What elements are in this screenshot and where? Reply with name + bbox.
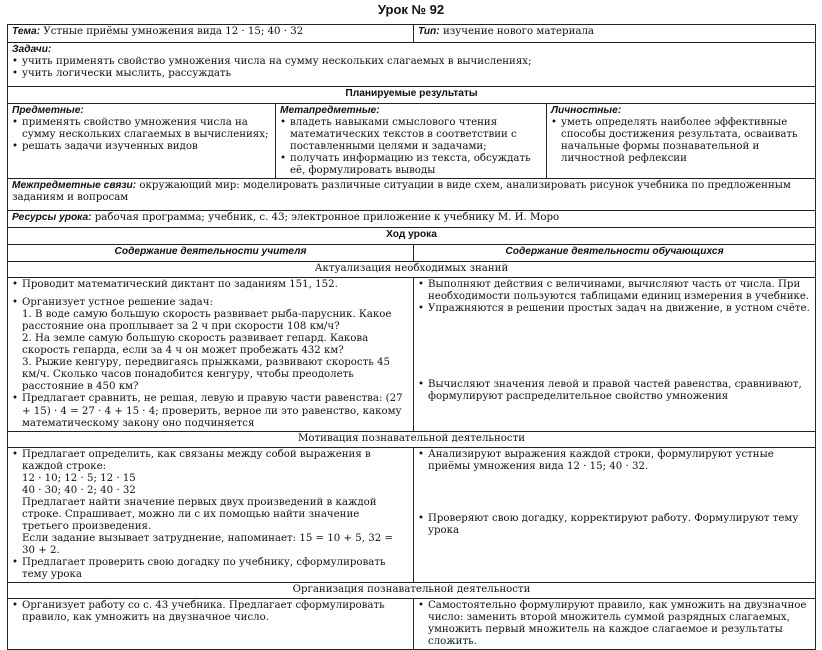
subject-result-item: • применять свойство умножения числа на сумму нескольких слагаемых в вычислениях; — [12, 117, 271, 141]
personal-results-cell — [547, 104, 816, 179]
teacher-activity-cell — [8, 278, 414, 431]
lesson-title: Урок № 92 — [377, 2, 445, 17]
teacher-column-header: Содержание деятельности учителя — [8, 245, 414, 262]
type-value: изучение нового материала — [442, 26, 594, 37]
student-activity-item: • Выполняют действия с величинами, вычисляют часть от числа. При необходимости пользуются таблицами единиц измерения в учебнике. — [418, 279, 811, 303]
theme-value: Устные приёмы умножения вида 12 · 15; 40 · 32 — [43, 26, 304, 37]
stage-header: Организация познавательной деятельности — [8, 582, 816, 598]
interdisciplinary-cell — [8, 179, 816, 211]
resources-label: Ресурсы урока: — [12, 212, 92, 224]
subject-result-item: • решать задачи изученных видов — [12, 141, 271, 153]
student-activity-item: • Проверяют свою догадку, корректируют работу. Формулируют тему урока — [418, 513, 811, 537]
teacher-activity-item: • Предлагает сравнить, не решая, левую и правую части равенства: (27 + 15) · 4 = 27 · 4 + 15 · 4; проверить, верное ли это равенство, какому математическому закону оно подчиняется — [12, 393, 409, 429]
personal-result-item: • уметь определять наиболее эффективные способы достижения результата, осваивать начальные формы познавательной и личностной рефлексии — [551, 117, 811, 165]
interdisciplinary-value: окружающий мир: моделировать различные ситуации в виде схем, анализировать рисунок учебника по предложенным заданиям и вопросам — [12, 180, 791, 204]
teacher-activity-line: 12 · 10; 12 · 5; 12 · 15 — [22, 472, 136, 484]
type-cell — [414, 25, 816, 43]
student-activity-item: • Вычисляют значения левой и правой частей равенства, сравнивают, формулируют распределительное свойство умножения — [418, 379, 811, 403]
teacher-activity-cell — [8, 598, 414, 649]
teacher-activity-item: • Предлагает определить, как связаны между собой выражения в каждой строке: — [12, 449, 409, 473]
teacher-activity-line: 1. В воде самую большую скорость развивает рыба-парусник. Какое расстояние она проплывает за 2 ч при скорости 108 км/ч? — [22, 309, 392, 333]
personal-results-label: Личностные: — [551, 105, 622, 116]
meta-result-item: • владеть навыками смыслового чтения математических текстов в соответствии с поставленными целями и задачами; — [280, 117, 542, 153]
tasks-label: Задачи: — [12, 44, 52, 55]
subject-results-label: Предметные: — [12, 105, 84, 116]
theme-cell — [8, 25, 414, 43]
teacher-activity-line: Предлагает найти значение первых двух произведений в каждой строке. Спрашивает, можно ли с их помощью найти значение третьего произведения. — [22, 496, 377, 532]
tasks-cell — [8, 43, 816, 87]
teacher-activity-line: 40 · 30; 40 · 2; 40 · 32 — [22, 484, 136, 496]
planned-results-header: Планируемые результаты — [8, 87, 816, 104]
student-activity-item: • Упражняются в решении простых задач на движение, в устном счёте. — [418, 303, 811, 315]
stage-header: Мотивация познавательной деятельности — [8, 431, 816, 447]
meta-results-cell — [276, 104, 547, 179]
student-activity-cell — [414, 598, 816, 649]
resources-value: рабочая программа; учебник, с. 43; электронное приложение к учебнику М. И. Моро — [94, 212, 560, 224]
stage-header: Актуализация необходимых знаний — [8, 262, 816, 278]
interdisciplinary-label: Межпредметные связи: — [12, 180, 137, 192]
teacher-activity-item: • Организует устное решение задач: — [12, 297, 409, 309]
teacher-activity-item: • Предлагает проверить свою догадку по учебнику, сформулировать тему урока — [12, 557, 409, 581]
resources-cell — [8, 211, 816, 228]
meta-result-item: • получать информацию из текста, обсуждать её, формулировать выводы — [280, 153, 542, 177]
teacher-activity-line: 3. Рыжие кенгуру, передвигаясь прыжками, развивают скорость 45 км/ч. Сколько часов понадобится кенгуру, чтобы преодолеть расстояние в 450 км? — [22, 357, 390, 393]
theme-label: Тема: — [12, 26, 41, 37]
student-activity-cell — [414, 278, 816, 431]
teacher-activity-line: 2. На земле самую большую скорость развивает гепард. Какова скорость гепарда, если за 4 ч он может пробежать 432 км? — [22, 333, 369, 357]
teacher-activity-line: Если задание вызывает затруднение, напоминает: 15 = 10 + 5, 32 = 30 + 2. — [22, 532, 393, 556]
student-activity-item: • Самостоятельно формулируют правило, как умножить на двузначное число: заменить второй множитель суммой разрядных слагаемых, умножить первый множитель на каждое слагаемое и результаты сложить. — [418, 600, 811, 648]
meta-results-label: Метапредметные: — [280, 105, 380, 116]
task-item: • учить применять свойство умножения числа на сумму нескольких слагаемых в вычислениях; — [12, 56, 811, 68]
student-activity-cell — [414, 447, 816, 582]
teacher-activity-item: • Организует работу со с. 43 учебника. Предлагает сформулировать правило, как умножить на двузначное число. — [12, 600, 409, 624]
type-label: Тип: — [418, 26, 440, 37]
student-activity-item: • Анализируют выражения каждой строки, формулируют устные приёмы умножения вида 12 · 15; 40 · 32. — [418, 449, 811, 473]
students-column-header: Содержание деятельности обучающихся — [414, 245, 816, 262]
teacher-activity-item: • Проводит математический диктант по заданиям 151, 152. — [12, 279, 409, 291]
teacher-activity-cell — [8, 447, 414, 582]
course-header: Ход урока — [8, 228, 816, 245]
subject-results-cell — [8, 104, 276, 179]
lesson-plan-table — [7, 24, 816, 650]
task-item: • учить логически мыслить, рассуждать — [12, 68, 811, 80]
